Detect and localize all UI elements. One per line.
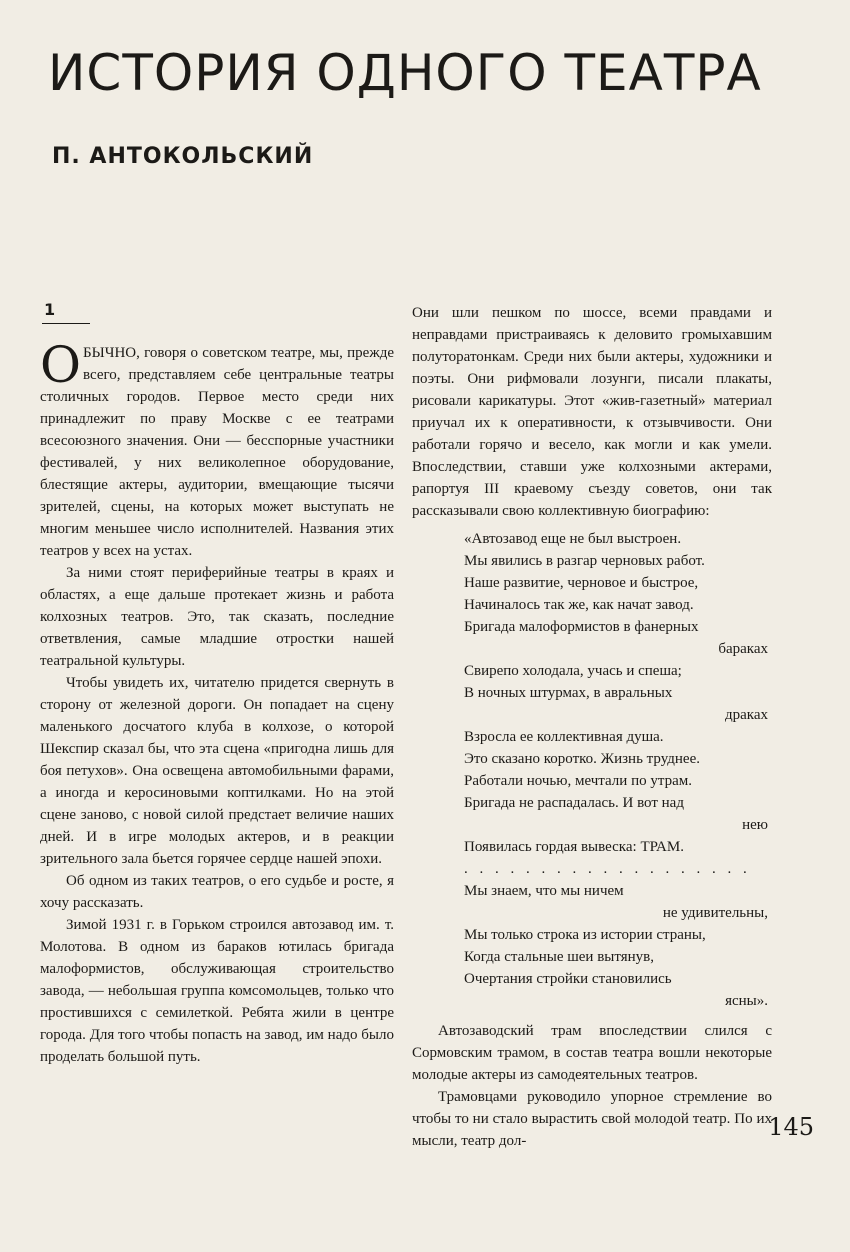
drop-cap: О bbox=[40, 336, 81, 394]
poem-line: не удивительны, bbox=[662, 905, 768, 921]
poem-line: Бригада малоформистов в фанерных bbox=[464, 619, 699, 635]
poem-line: Когда стальные шеи вытянув, bbox=[464, 949, 654, 965]
poem-line: «Автозавод еще не был выстроен. bbox=[464, 531, 682, 547]
poem-line: Свирепо холодала, учась и спеша; bbox=[464, 663, 682, 679]
poem-line: ясны». bbox=[725, 993, 768, 1009]
paragraph: Чтобы увидеть их, читателю придется свернуть в сторону от железной дороги. Он попадает на сцену маленького досчатого клуба в колхозе, о которой Шекспир сказал бы, что эта сцена «пригодна лишь для боя петухов». Она освещена автомобильными фарами, а иногда и керосиновыми коптилками. Но на этой сцене заново, с новой силой предстает величие наших дней. И в игре молодых актеров, и в реакции зрительного зала бьется горячее сердце нашей эпохи. bbox=[40, 675, 394, 867]
paragraph: Автозаводский трам впоследствии слился с Сормовским трамом, в состав театра вошли некоторые молодые актеры из самодеятельных театров. bbox=[412, 1023, 772, 1083]
poem bbox=[464, 528, 772, 1012]
section-number: 1 bbox=[44, 300, 56, 319]
paragraph: Они шли пешком по шоссе, всеми правдами и неправдами пристраиваясь к деловито громыхавшим полуторатонкам. Среди них были актеры, художники и поэты. Они рифмовали лозунги, писали плакаты, рисовали карикатуры. Этот «жив-газетный» материал приучал их к оперативности, к отзывчивости. Они работали горячо и весело, как могли и как умели. Впоследствии, ставши уже колхозными актерами, рапортуя III краевому съезду советов, они так рассказывали свою коллективную биографию: bbox=[412, 305, 772, 519]
poem-line: Начиналось так же, как начат завод. bbox=[464, 597, 694, 613]
poem-line: В ночных штурмах, в авральных bbox=[464, 685, 673, 701]
paragraph-text: БЫЧНО, говоря о советском театре, мы, прежде всего, представляем себе центральные театры столичных городов. Первое место среди них принадлежит по праву Москве с ее театрами всесоюзного значения. Они — бесспорные участники фестивалей, у них великолепное оборудование, блестящие актеры, аудитории, вмещающие тысячи зрителей, сцены, на которых может выступать не многим меньшее число исполнителей. Названия этих театров у всех на устах. bbox=[40, 345, 394, 559]
poem-ellipsis: . . . . . . . . . . . . . . . . . . . bbox=[464, 861, 751, 877]
poem-line: Наше развитие, черновое и быстрое, bbox=[464, 575, 699, 591]
left-column bbox=[40, 336, 394, 1068]
paragraph: Трамовцами руководило упорное стремление во чтобы то ни стало вырастить свой молодой театр. По их мысли, театр дол- bbox=[412, 1089, 772, 1149]
article-title: ИСТОРИЯ ОДНОГО ТЕАТРА bbox=[48, 44, 762, 102]
poem-line: нею bbox=[742, 817, 768, 833]
poem-line: Мы явились в разгар черновых работ. bbox=[464, 553, 705, 569]
poem-line: Мы знаем, что мы ничем bbox=[464, 883, 624, 899]
poem-line: Бригада не распадалась. И вот над bbox=[464, 795, 684, 811]
poem-line: Мы только строка из истории страны, bbox=[464, 927, 706, 943]
page-number: 145 bbox=[768, 1113, 814, 1141]
poem-line: Это сказано коротко. Жизнь труднее. bbox=[464, 751, 700, 767]
poem-line: бараках bbox=[718, 641, 768, 657]
right-column bbox=[412, 302, 772, 1152]
poem-line: Взросла ее коллективная душа. bbox=[464, 729, 664, 745]
poem-line: Работали ночью, мечтали по утрам. bbox=[464, 773, 692, 789]
paragraph: Об одном из таких театров, о его судьбе и росте, я хочу рассказать. bbox=[40, 873, 394, 911]
poem-line: драках bbox=[724, 707, 768, 723]
author-name: П. АНТОКОЛЬСКИЙ bbox=[52, 144, 314, 169]
poem-line: Появилась гордая вывеска: ТРАМ. bbox=[464, 839, 684, 855]
paragraph bbox=[40, 336, 394, 562]
paragraph: За ними стоят периферийные театры в краях и областях, а еще дальше протекает жизнь и работа колхозных театров. Это, так сказать, последние ответвления, самые младшие отростки нашей театральной культуры. bbox=[40, 565, 394, 669]
section-rule bbox=[42, 323, 90, 324]
paragraph: Зимой 1931 г. в Горьком строился автозавод им. т. Молотова. В одном из бараков ютилась бригада малоформистов, обслуживающая строительство завода, — небольшая группа комсомольцев, только что простившихся с семилеткой. Ребята жили в центре города. Для того чтобы попасть на завод, им надо было проделать большой путь. bbox=[40, 917, 394, 1065]
poem-line: Очертания стройки становились bbox=[464, 971, 672, 987]
